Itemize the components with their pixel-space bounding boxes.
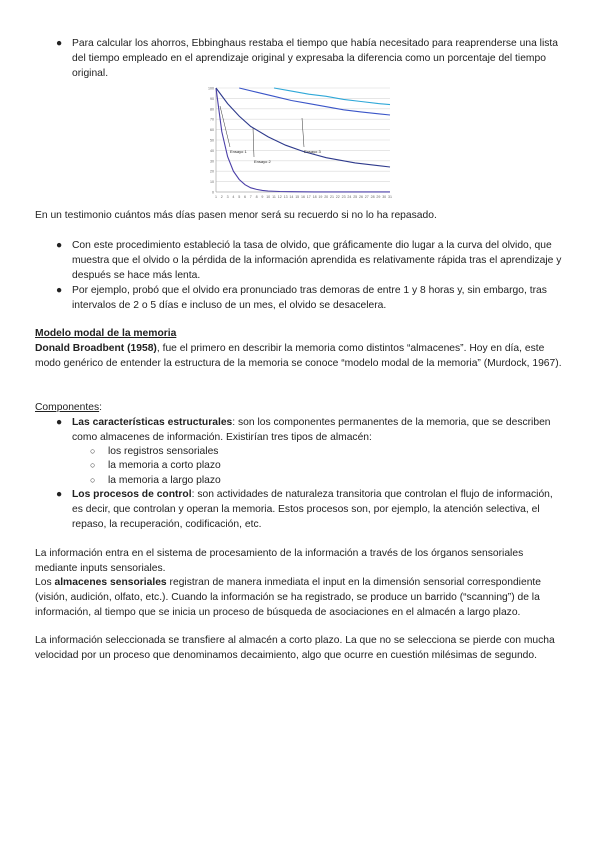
y-tick-label: 70 [210, 117, 214, 122]
bullet-icon: ● [56, 417, 63, 428]
almacen-item: la memoria a corto plazo [108, 460, 221, 471]
paragraph-sensoriales [35, 575, 565, 620]
x-tick-label: 2 [220, 195, 223, 199]
broadbent-name: Donald Broadbent (1958) [35, 343, 157, 354]
y-tick-label: 20 [210, 169, 214, 174]
bullet-icon: ● [56, 38, 63, 49]
annotation-arrow [253, 128, 254, 157]
bullet-icon: ● [56, 285, 63, 296]
x-tick-label: 13 [283, 195, 288, 199]
y-tick-label: 90 [210, 96, 214, 101]
annotation-label: Ensayo 1 [230, 149, 247, 154]
heading-modelo-modal: Modelo modal de la memoria [35, 328, 177, 339]
x-tick-label: 30 [382, 195, 387, 199]
y-tick-label: 50 [210, 138, 214, 143]
x-tick-label: 3 [226, 195, 229, 199]
list-item [56, 283, 565, 313]
sensoriales-text: registran de manera inmediata el input en la dimensión sensorial correspondiente (visión, audición, olfato, etc.). Cuando la información se ha registrado, se produce un barrido (“scanning”) de la información, al tiempo que se inicia un proceso de búsqueda de asociaciones en el almacén a largo plazo. [35, 577, 542, 618]
x-tick-label: 5 [238, 195, 241, 199]
control-bold: Los procesos de control [72, 489, 192, 500]
componentes-label: Componentes [35, 402, 100, 413]
series-line [216, 88, 390, 167]
annotation-arrow [302, 118, 304, 147]
chart-y-ticks [208, 87, 214, 195]
forgetting-curve-chart [204, 84, 396, 204]
x-tick-label: 27 [364, 195, 369, 199]
section-modelo-modal [35, 326, 565, 371]
sensoriales-bold: almacenes sensoriales [54, 577, 167, 588]
list-item [56, 36, 565, 81]
x-tick-label: 23 [341, 195, 346, 199]
annotation-label: Ensayo 3 [304, 149, 321, 154]
circle-bullet-icon: ○ [90, 446, 96, 456]
x-tick-label: 21 [330, 195, 334, 199]
annotation-label: Ensayo 2 [254, 159, 271, 164]
broadbent-text: , fue el primero en describir la memoria como distintos “almacenes”. Hoy en día, este modo genérico de entender la estructura de la memoria se conoce “modelo modal de la memoria” (Murdock, 1967). [35, 343, 562, 369]
x-tick-label: 20 [324, 195, 329, 199]
paragraph-seleccionada: La información seleccionada se transfiere al almacén a corto plazo. La que no se selecciona se pierde con mucha velocidad por un proceso que denominamos decaimiento, algo que ocurre en cuestión milésimas de segundo. [35, 635, 555, 661]
sub-list-item [90, 444, 219, 459]
x-tick-label: 19 [318, 195, 323, 199]
x-tick-label: 10 [266, 195, 271, 199]
bullet-tasa-text: Con este procedimiento estableció la tasa de olvido, que gráficamente dio lugar a la curva del olvido, que muestra que el olvido o la pérdida de la información aprendida es relativamente rápida tras el aprendizaje y después se hace más lenta. [72, 240, 562, 281]
componentes-label-line [35, 400, 565, 415]
y-tick-label: 60 [210, 128, 214, 133]
componentes-colon: : [99, 402, 102, 413]
paragraph-testimonio: En un testimonio cuántos más días pasen menor será su recuerdo si no lo ha repasado. [35, 210, 437, 221]
x-tick-label: 8 [255, 195, 258, 199]
series-line [239, 88, 390, 115]
x-tick-label: 17 [306, 195, 311, 199]
x-tick-label: 14 [289, 195, 294, 199]
bullet-ejemplo-text: Por ejemplo, probó que el olvido era pronunciado tras demoras de entre 1 y 8 horas y, sin embargo, tras intervalos de 2 o 5 días e incluso de un mes, el olvido se desacelera. [72, 285, 547, 311]
x-tick-label: 1 [215, 195, 217, 199]
x-tick-label: 9 [261, 195, 264, 199]
x-tick-label: 6 [244, 195, 246, 199]
x-tick-label: 7 [249, 195, 252, 199]
list-item [56, 415, 565, 445]
list-item [56, 238, 565, 283]
x-tick-label: 24 [347, 195, 352, 199]
chart-grid [216, 88, 390, 192]
bullet-icon: ● [56, 240, 63, 251]
circle-bullet-icon: ○ [90, 460, 96, 470]
intro-bullet-text: Para calcular los ahorros, Ebbinghaus restaba el tiempo que había necesitado para reaprenderse una lista del tiempo empleado en el aprendizaje original y expresaba la diferencia como un porcentaje del tiempo original. [72, 38, 558, 79]
paragraph-informacion: La información entra en el sistema de procesamiento de la información a través de los órganos sensoriales mediante inputs sensoriales. [35, 548, 524, 574]
x-tick-label: 4 [232, 195, 235, 199]
y-tick-label: 80 [210, 107, 214, 112]
los-text: Los [35, 577, 55, 588]
almacen-item: los registros sensoriales [108, 446, 219, 457]
x-tick-label: 11 [272, 195, 276, 199]
x-tick-label: 31 [388, 195, 392, 199]
list-item [56, 487, 565, 532]
y-tick-label: 30 [210, 159, 214, 164]
estructurales-bold: Las características estructurales [72, 417, 233, 428]
x-tick-label: 12 [277, 195, 282, 199]
x-tick-label: 28 [370, 195, 375, 199]
y-tick-label: 10 [210, 180, 214, 185]
x-tick-label: 16 [301, 195, 305, 199]
x-tick-label: 29 [376, 195, 381, 199]
chart-x-ticks [215, 195, 392, 199]
x-tick-label: 25 [353, 195, 358, 199]
series-line [274, 88, 390, 105]
x-tick-label: 15 [295, 195, 300, 199]
y-tick-label: 0 [212, 190, 214, 195]
almacen-item: la memoria a largo plazo [108, 475, 221, 486]
x-tick-label: 18 [312, 195, 317, 199]
control-text: : son actividades de naturaleza transitoria que controlan el flujo de información, es decir, que controlan y operan la memoria. Estos procesos son, por ejemplo, la atención selectiva, el repaso, la recuperación, codificación, etc. [72, 489, 553, 530]
sub-list-item [90, 473, 221, 488]
estructurales-text: : son los componentes permanentes de la memoria, que se describen como almacenes de información. Existirían tres tipos de almacén: [72, 417, 551, 443]
y-tick-label: 40 [210, 148, 214, 153]
chart-annotations [220, 106, 321, 164]
x-tick-label: 26 [359, 195, 363, 199]
x-tick-label: 22 [335, 195, 340, 199]
bullet-icon: ● [56, 489, 63, 500]
sub-list-item [90, 458, 221, 473]
circle-bullet-icon: ○ [90, 475, 96, 485]
y-tick-label: 100 [208, 86, 214, 91]
